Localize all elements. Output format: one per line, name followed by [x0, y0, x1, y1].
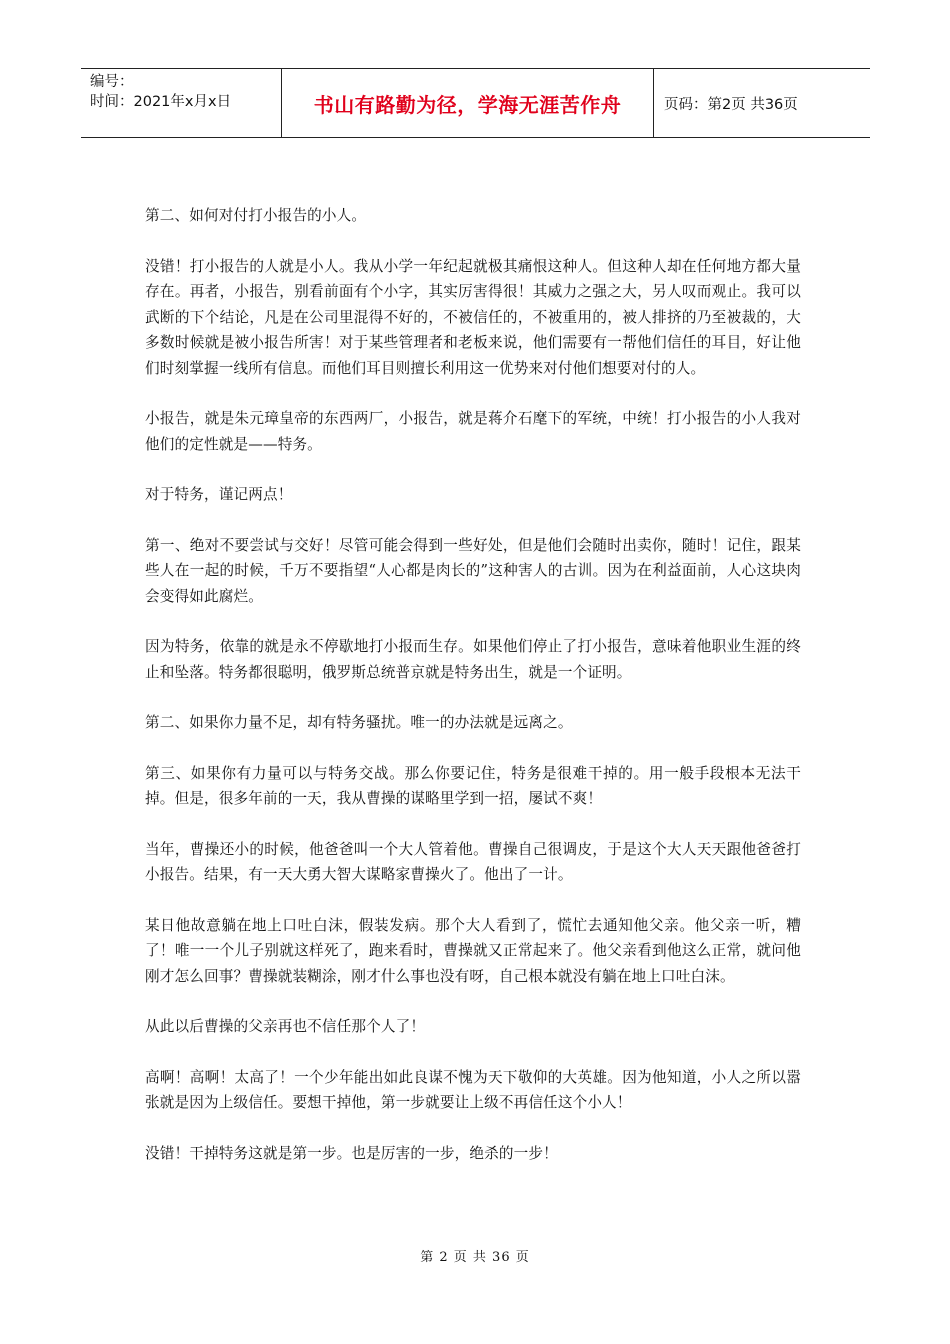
page-header [81, 68, 870, 138]
header-motto: 书山有路勤为径，学海无涯苦作舟 [282, 69, 654, 137]
paragraph: 第二、如何对付打小报告的小人。 [145, 207, 367, 224]
document-body [145, 203, 801, 1191]
paragraph: 第一、绝对不要尝试与交好！尽管可能会得到一些好处，但是他们会随时出卖你，随时！记住，跟某些人在一起的时候，千万不要指望“人心都是肉长的”这种害人的古训。因为在利益面前，人心这块肉会变得如此腐烂。 [145, 536, 801, 605]
page-footer: 第 2 页 共 36 页 [420, 1250, 530, 1265]
paragraph: 某日他故意躺在地上口吐白沫，假装发病。那个大人看到了，慌忙去通知他父亲。他父亲一听，糟了！唯一一个儿子别就这样死了，跑来看时，曹操就又正常起来了。他父亲看到他这么正常，就问他刚才怎么回事？曹操就装糊涂，刚才什么事也没有呀，自己根本就没有躺在地上口吐白沫。 [145, 916, 801, 985]
paragraph: 从此以后曹操的父亲再也不信任那个人了！ [145, 1018, 426, 1035]
paragraph: 第二、如果你力量不足，却有特务骚扰。唯一的办法就是远离之。 [145, 714, 573, 731]
paragraph: 因为特务，依靠的就是永不停歇地打小报而生存。如果他们停止了打小报告，意味着他职业生涯的终止和坠落。特务都很聪明，俄罗斯总统普京就是特务出生，就是一个证明。 [145, 638, 801, 681]
paragraph: 没错！打小报告的人就是小人。我从小学一年纪起就极其痛恨这种人。但这种人却在任何地方都大量存在。再者，小报告，别看前面有个小字，其实厉害得很！其威力之强之大，另人叹而观止。我可以武断的下个结论，凡是在公司里混得不好的，不被信任的，不被重用的，被人排挤的乃至被裁的，大多数时候就是被小报告所害！对于某些管理者和老板来说，他们需要有一帮他们信任的耳目，好让他们时刻掌握一线所有信息。而他们耳目则擅长利用这一优势来对付他们想要对付的人。 [145, 257, 801, 377]
document-time-label: 时间：2021年x月x日 [90, 94, 232, 110]
paragraph: 高啊！高啊！太高了！一个少年能出如此良谋不愧为天下敬仰的大英雄。因为他知道，小人之所以嚣张就是因为上级信任。要想干掉他，第一步就要让上级不再信任这个小人！ [145, 1068, 801, 1111]
paragraph: 当年，曹操还小的时候，他爸爸叫一个大人管着他。曹操自己很调皮，于是这个大人天天跟他爸爸打小报告。结果，有一天大勇大智大谋略家曹操火了。他出了一计。 [145, 840, 801, 883]
header-page-info: 页码：第2页 共36页 [664, 96, 798, 113]
paragraph: 没错！干掉特务这就是第一步。也是厉害的一步，绝杀的一步！ [145, 1144, 558, 1162]
paragraph: 小报告，就是朱元璋皇帝的东西两厂，小报告，就是蒋介石麾下的军统，中统！打小报告的小人我对他们的定性就是——特务。 [145, 410, 801, 453]
header-meta-cell [81, 69, 282, 137]
paragraph: 对于特务，谨记两点！ [145, 486, 293, 503]
paragraph: 第三、如果你有力量可以与特务交战。那么你要记住，特务是很难干掉的。用一般手段根本无法干掉。但是，很多年前的一天，我从曹操的谋略里学到一招，屡试不爽！ [145, 764, 801, 807]
document-number-label: 编号： [90, 74, 134, 90]
